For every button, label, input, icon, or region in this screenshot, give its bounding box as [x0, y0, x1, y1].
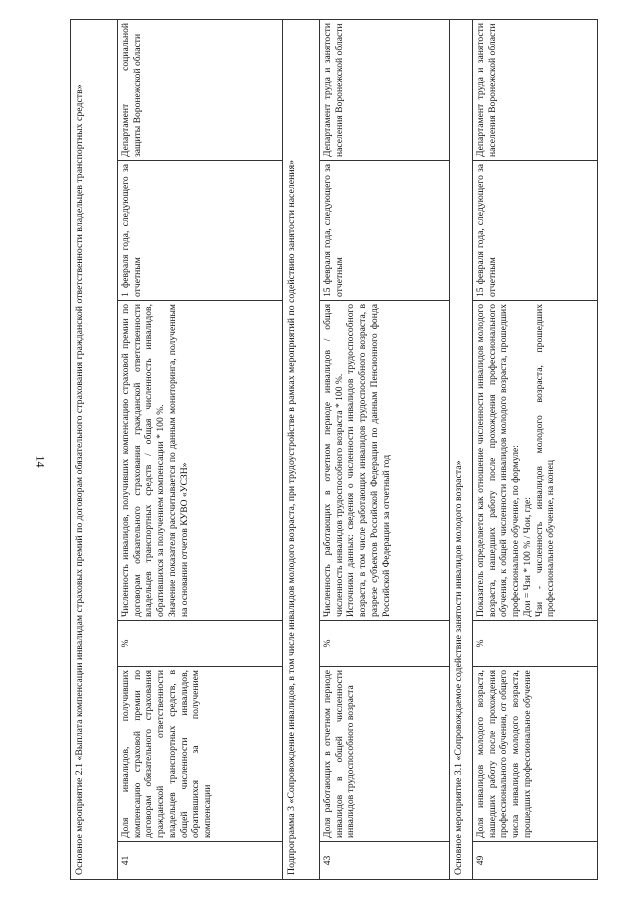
table-row: [473, 19, 598, 879]
table-row: [320, 19, 450, 879]
unit: %: [473, 621, 598, 667]
row-number: 43: [320, 842, 450, 880]
section-title: Основное мероприятие 2.1 «Выплата компенсации инвалидам страховых премий по договорам обязательного страхования гражданской ответственности владельцев транспортных средств»: [71, 19, 118, 879]
indicator-name: Доля работающих в отчетном периоде инвалидов в общей численности инвалидов трудоспособного возраста: [320, 667, 450, 842]
unit: %: [320, 621, 450, 667]
deadline: 15 февраля года, следующего за отчетным: [473, 161, 598, 301]
table-row: [118, 19, 283, 879]
section-title: Основное мероприятие 3.1 «Сопровождаемое содействие занятости инвалидов молодого возраста»: [450, 19, 473, 879]
section-title: Подпрограмма 3 «Сопровождение инвалидов, в том числе инвалидов молодого возраста, при трудоустройстве в рамках мероприятий по содействию занятости населения»: [283, 19, 320, 879]
page-number: 14: [33, 455, 48, 468]
section-row: [283, 19, 320, 879]
row-number: 41: [118, 842, 283, 880]
section-row: [71, 19, 118, 879]
unit: %: [118, 621, 283, 667]
section-row: [450, 19, 473, 879]
row-number: 49: [473, 842, 598, 880]
calculation-method: Показатель определяется как отношение численности инвалидов молодого возраста, нашедших работу после прохождения профессионального обучения, к общей численности инвалидов молодого возраста, прошедших профессиональное обучение, по формуле: Дои = Чзи * 100 % / Чои, где: Чзи - численность инвалидов молодого возраста, прошедших профессиональное обучение, на конец: [473, 301, 598, 621]
deadline: 1 февраля года, следующего за отчетным: [118, 161, 283, 301]
indicators-table: [70, 19, 598, 880]
calculation-method: Численность работающих в отчетном периоде инвалидов / общая численность инвалидов трудоспособного возраста * 100 %. Источники данных: сведения о численности инвалидов трудоспособного возраста, в том числе работающих инвалидов трудоспособного возраста, в разрезе субъектов Российской Федерации по данным Пенсионного фонда Российской Федерации за отчетный год: [320, 301, 450, 621]
responsible: Департамент труда и занятости населения Воронежской области: [320, 19, 450, 160]
responsible: Департамент социальной защиты Воронежской области: [118, 19, 283, 160]
calculation-method: Численность инвалидов, получивших компенсацию страховой премии по договорам обязательного страхования гражданской ответственности владельцев транспортных средств / общая численность инвалидов, обратившихся за получением компенсации * 100 %. Значение показателя рассчитывается по данным мониторинга, полученным на основании отчетов КУВО «УСЗН»: [118, 301, 283, 621]
rotated-table-sheet: [70, 20, 610, 880]
deadline: 15 февраля года, следующего за отчетным: [320, 161, 450, 301]
responsible: Департамент труда и занятости населения Воронежской области: [473, 19, 598, 160]
indicator-name: Доля инвалидов молодого возраста, нашедших работу после прохождения профессионального обучения, от общего числа инвалидов молодого возраста, прошедших профессиональное обучение: [473, 667, 598, 842]
indicator-name: Доля инвалидов, получивших компенсацию страховой премии по договорам обязательного страхования гражданской ответственности владельцев транспортных средств, в общей численности инвалидов, обратившихся за получением компенсации: [118, 667, 283, 842]
